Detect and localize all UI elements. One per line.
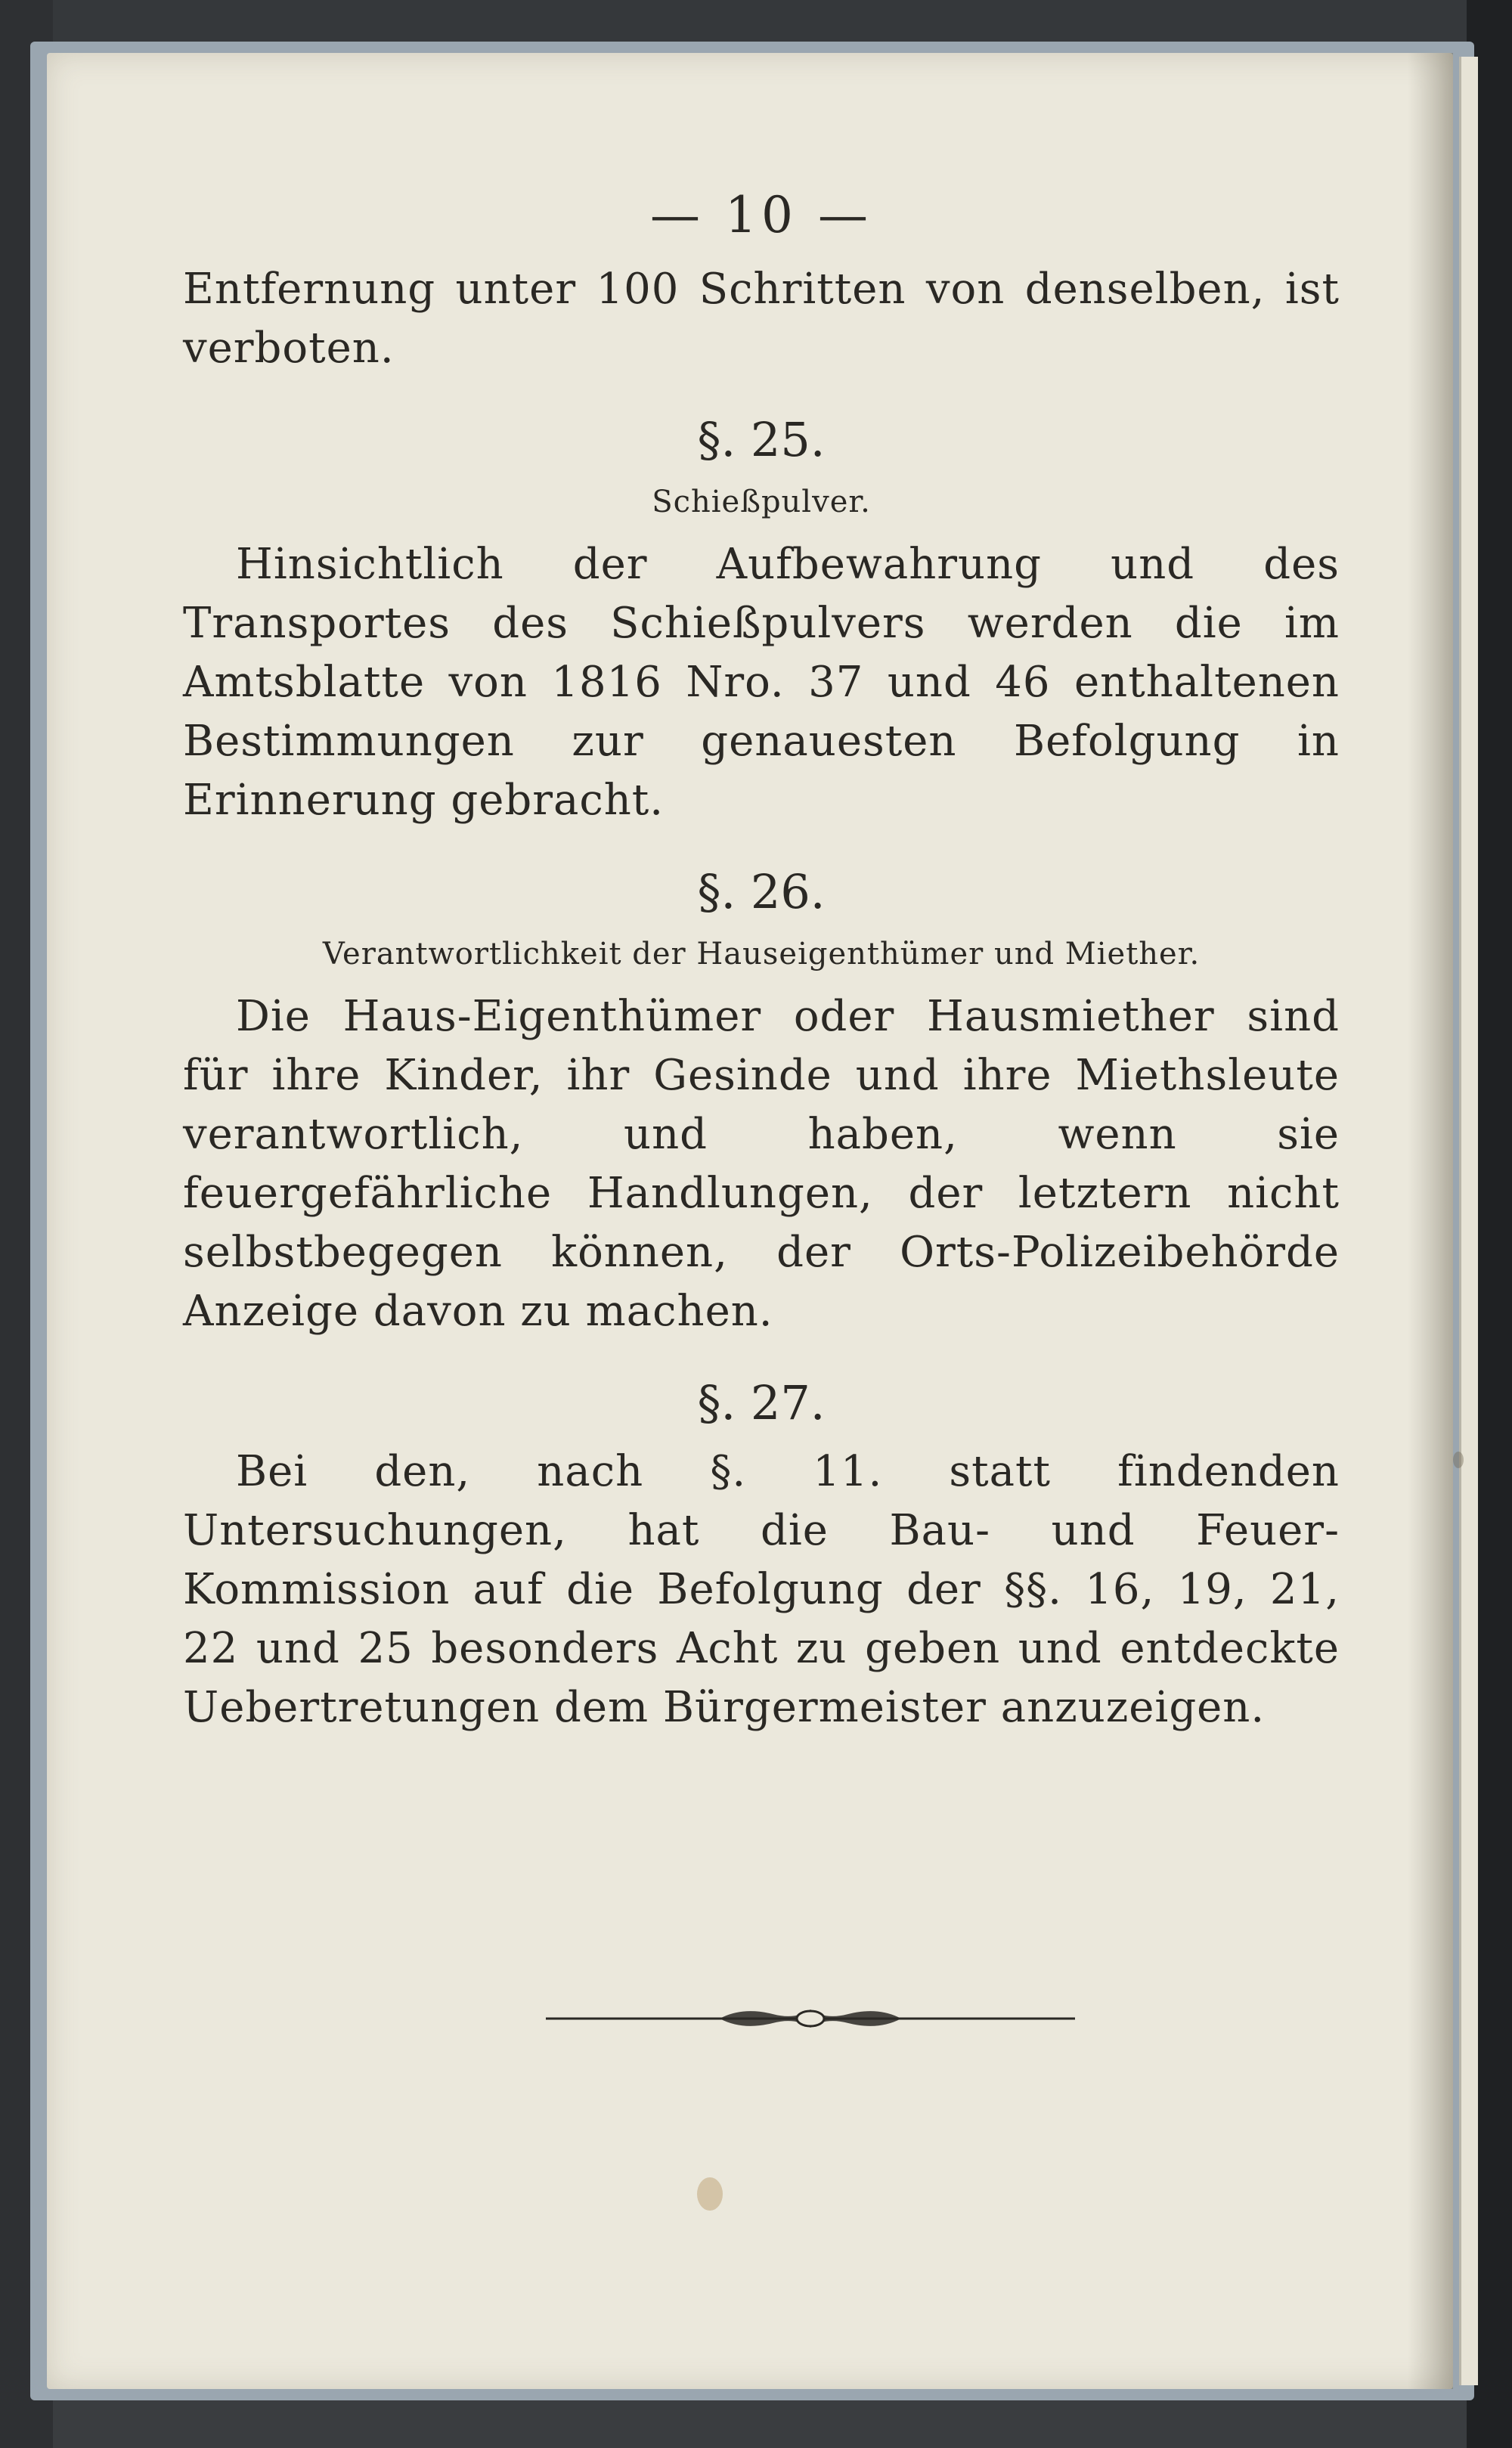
section-title-25: Schießpulver. <box>652 485 871 519</box>
next-page-edge <box>1459 57 1478 2385</box>
section-text-25: Hinsichtlich der Aufbewahrung und des Transportes des Schießpulvers werden die im Amtsblatte von 1816 Nro. 37 und 46 enthaltenen Bestimmungen zur genauesten Befolgung in Erinnerung gebracht. <box>183 540 1340 825</box>
page-number: — 10 — <box>650 186 872 244</box>
section-heading-27: §. 27. <box>697 1375 826 1430</box>
scanner-backdrop-top <box>0 0 1512 45</box>
ornament-divider <box>546 2003 1075 2034</box>
section-text-26: Die Haus-Eigenthümer oder Hausmiether sind für ihre Kinder, ihr Gesinde und ihre Miethsleute verantwortlich, und haben, wenn sie feuergefährliche Handlungen, der letztern nicht selbstbegegen können, der Orts-Polizeibehörde Anzeige davon zu machen. <box>183 992 1340 1336</box>
section-heading-25: §. 25. <box>697 412 826 467</box>
paper-stain <box>1453 1452 1464 1468</box>
page-text <box>183 181 1340 1737</box>
section-title-26: Verantwortlichkeit der Hauseigenthümer und Miether. <box>322 937 1201 971</box>
continuation-paragraph: Entfernung unter 100 Schritten von denselben, ist verboten. <box>183 265 1340 373</box>
section-heading-26: §. 26. <box>697 864 826 919</box>
paper-stain <box>697 2177 723 2211</box>
section-text-27: Bei den, nach §. 11. statt findenden Untersuchungen, hat die Bau- und Feuer-Kommission auf die Befolgung der §§. 16, 19, 21, 22 und 25 besonders Acht zu geben und entdeckte Uebertretungen dem Bürgermeister anzuzeigen. <box>183 1447 1340 1732</box>
